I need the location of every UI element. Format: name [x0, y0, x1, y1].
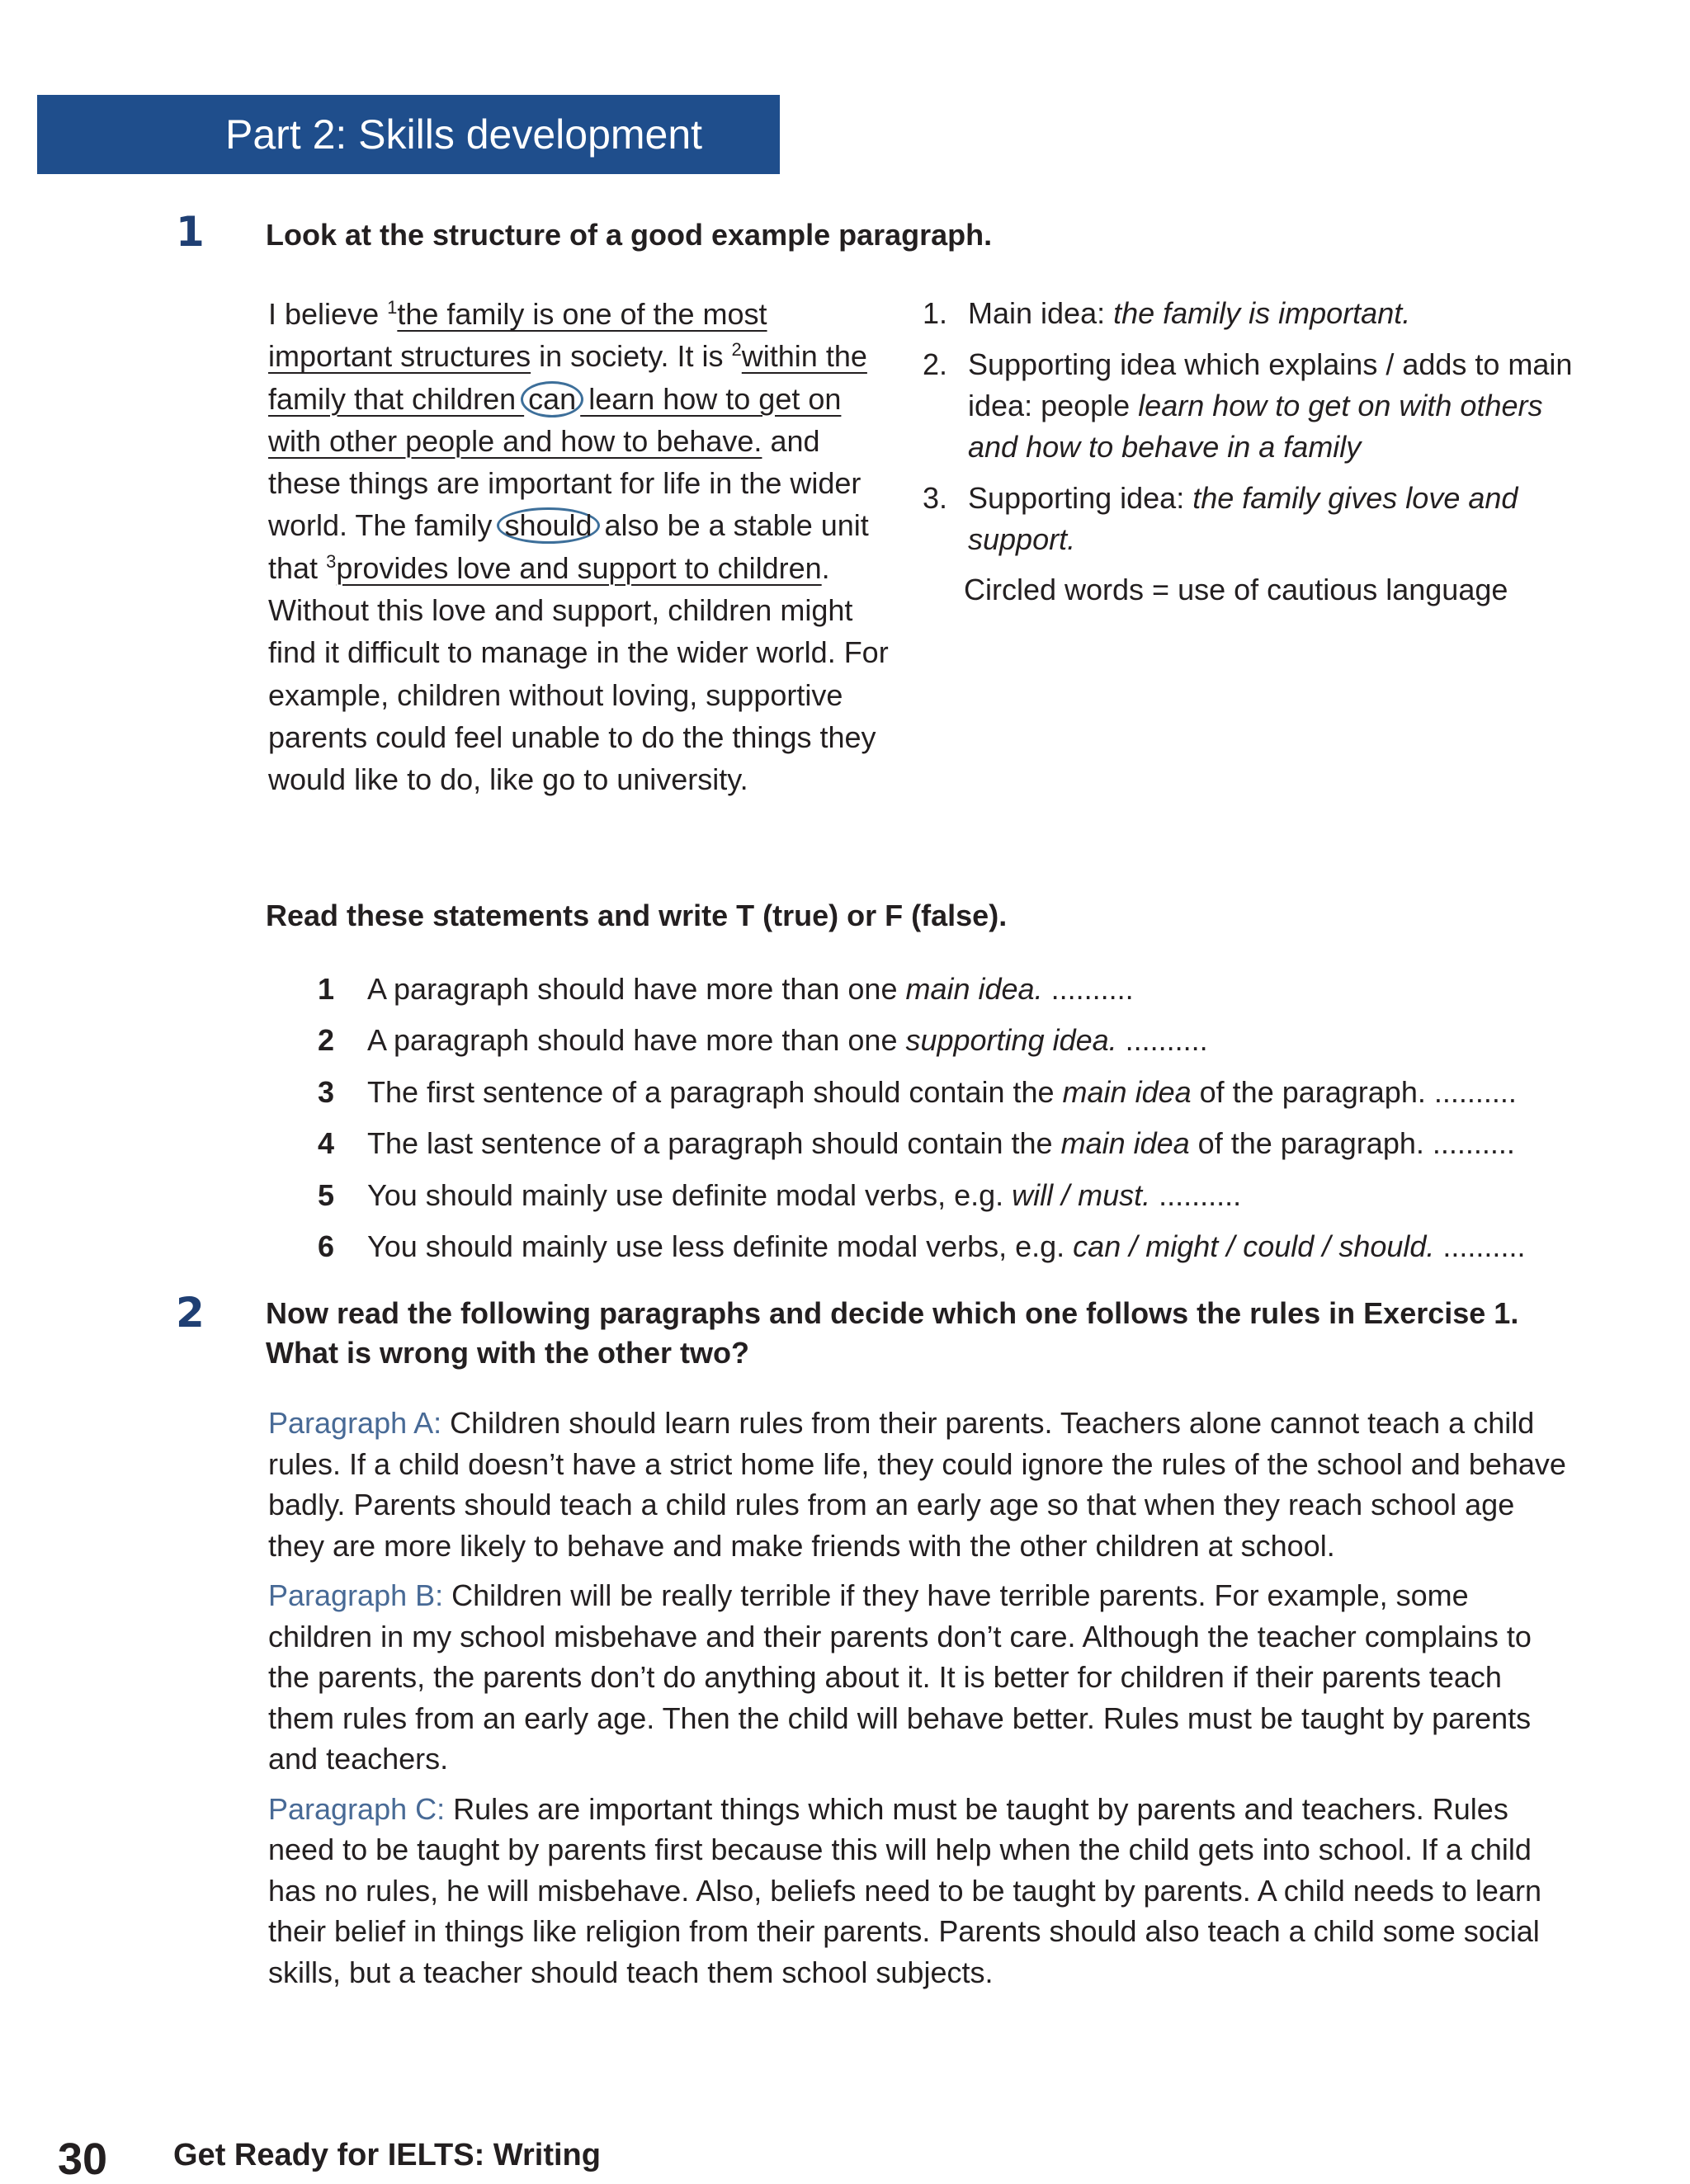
- answer-blank: ..........: [1116, 1023, 1208, 1058]
- part-title-banner: [37, 95, 780, 174]
- paragraph-body: Children will be really terrible if they have terrible parents. For example, some children in my school misbehave and their parents don’t care. Although the teacher complains to the parents, the parents don’t do anything about it. It is better for children if their parents teach them rules from an early age. Then the child will behave better. Rules must be taught by parents and teachers.: [268, 1578, 1532, 1776]
- sample-paragraphs: [268, 1403, 1572, 2002]
- statement-italic: will / must.: [1012, 1177, 1151, 1212]
- note-number: 3.: [923, 481, 948, 515]
- note-item: [923, 478, 1599, 560]
- statement-italic: supporting idea.: [905, 1023, 1117, 1058]
- circled-word-should: should: [497, 507, 599, 544]
- paragraph-text: I believe: [268, 297, 388, 331]
- statement-text: You should mainly use definite modal verbs, e.g.: [367, 1177, 1013, 1212]
- paragraph-label: Paragraph A:: [268, 1406, 442, 1440]
- exercise-2-instruction: Now read the following paragraphs and decide which one follows the rules in Exercise 1. What is wrong with the other two?: [266, 1296, 1519, 1370]
- statement-italic: main idea: [1062, 1074, 1192, 1109]
- note-italic: the family gives love and support.: [968, 481, 1518, 556]
- statement-number: 3: [318, 1074, 335, 1109]
- answer-blank: ..........: [1434, 1229, 1526, 1263]
- answer-blank: ..........: [1150, 1177, 1242, 1212]
- statement-italic: can / might / could / should.: [1073, 1229, 1435, 1263]
- superscript-2: 2: [731, 339, 742, 361]
- statement-number: 2: [318, 1023, 335, 1058]
- underlined-supporting-idea-2: provides love and support to children: [336, 550, 822, 585]
- superscript-3: 3: [326, 550, 337, 572]
- exercise-1-instruction: Look at the structure of a good example paragraph.: [266, 218, 993, 252]
- paragraph-label: Paragraph C:: [268, 1791, 446, 1826]
- superscript-1: 1: [387, 297, 398, 318]
- statement-text: The last sentence of a paragraph should contain the: [367, 1126, 1061, 1161]
- exercise-1-number: 1: [176, 208, 205, 256]
- true-false-instruction: Read these statements and write T (true) or F (false).: [266, 899, 1008, 932]
- statement-italic: main idea: [1060, 1126, 1190, 1161]
- statement-text: The first sentence of a paragraph should contain the: [367, 1074, 1063, 1109]
- statement-italic: main idea.: [905, 972, 1043, 1006]
- note-italic: the family is important.: [1113, 296, 1411, 330]
- circled-word-can: can: [521, 381, 583, 417]
- structure-notes: [923, 293, 1599, 570]
- note-italic: learn how to get on with others and how to behave in a family: [968, 389, 1543, 464]
- exercise-2-number: 2: [176, 1289, 205, 1337]
- paragraph-a: [268, 1403, 1572, 1566]
- note-label: Supporting idea:: [968, 481, 1193, 515]
- answer-blank: of the paragraph. ..........: [1191, 1074, 1517, 1109]
- paragraph-text: in society. It is: [531, 339, 732, 374]
- paragraph-b: [268, 1575, 1572, 1780]
- page-number: 30: [58, 2134, 108, 2184]
- paragraph-body: Rules are important things which must be taught by parents and teachers. Rules need to be taught by parents first because this will help when the child gets into school. If a child has no rules, he will misbehave. Also, beliefs need to be taught by parents. A child needs to learn their belief in things like religion from their parents. Parents should also teach a child some social skills, but a teacher should teach them school subjects.: [268, 1791, 1541, 1989]
- note-item: [923, 344, 1599, 468]
- circled-words-note: Circled words = use of cautious language: [964, 573, 1508, 606]
- underlined-main-idea: the family is one of the most important structures: [268, 297, 767, 374]
- answer-blank: of the paragraph. ..........: [1189, 1126, 1515, 1161]
- statement-number: 6: [318, 1229, 335, 1263]
- paragraph-text: . Without this love and support, children might find it difficult to manage in the wider world. For example, children without loving, supportive parents could feel unable to do the things they would like to do, like go to university.: [268, 550, 889, 797]
- example-paragraph: [268, 293, 895, 801]
- statement-text: You should mainly use less definite modal verbs, e.g.: [367, 1229, 1074, 1263]
- note-label: Main idea:: [968, 296, 1114, 330]
- paragraph-body: Children should learn rules from their parents. Teachers alone cannot teach a child rules. If a child doesn’t have a strict home life, they could ignore the rules of the school and behave badly. Parents should teach a child rules from an early age so that when they reach school age they are more likely to behave and make friends with the other children at school.: [268, 1406, 1566, 1563]
- paragraph-label: Paragraph B:: [268, 1578, 444, 1612]
- statement-number: 1: [318, 972, 335, 1006]
- underlined-supporting-idea-1-end: learn how to get on with other people and how to behave.: [268, 381, 842, 458]
- statement-text: A paragraph should have more than one: [367, 972, 906, 1006]
- note-number: 2.: [923, 347, 948, 381]
- part-title: Part 2: Skills development: [225, 111, 703, 158]
- paragraph-text: and these things are important for life in the wider world. The family: [268, 423, 862, 543]
- note-label: Supporting idea which explains / adds to main idea: people: [968, 347, 1573, 422]
- book-title: Get Ready for IELTS: Writing: [173, 2138, 601, 2172]
- note-number: 1.: [923, 296, 948, 330]
- paragraph-c: [268, 1789, 1572, 1993]
- statement-text: A paragraph should have more than one: [367, 1023, 906, 1058]
- statement-number: 5: [318, 1177, 335, 1212]
- paragraph-text: also be a stable unit that: [268, 508, 869, 585]
- underlined-supporting-idea-1: within the family that children: [268, 339, 867, 416]
- note-item: [923, 293, 1599, 334]
- answer-blank: ..........: [1042, 972, 1134, 1006]
- statement-number: 4: [318, 1126, 335, 1161]
